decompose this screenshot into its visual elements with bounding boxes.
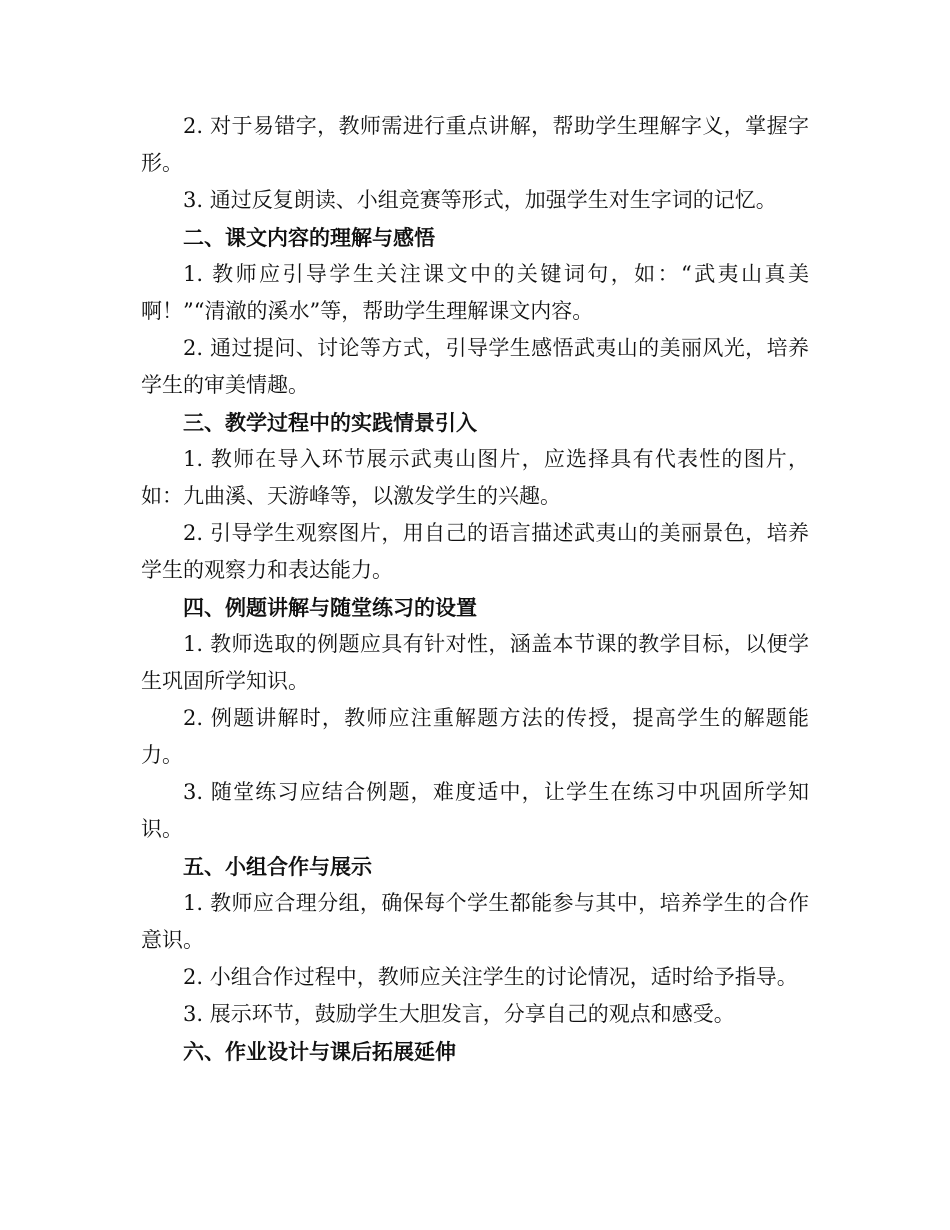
document-page: [141, 108, 809, 1070]
paragraph: 1. 教师应引导学生关注课文中的关键词句，如：“武夷山真美啊！”“清澈的溪水”等，帮助学生理解课文内容。: [141, 262, 809, 323]
section-heading: 五、小组合作与展示: [183, 854, 372, 879]
section-heading: 二、课文内容的理解与感悟: [183, 225, 435, 250]
paragraph: 3. 展示环节，鼓励学生大胆发言，分享自己的观点和感受。: [183, 1002, 735, 1026]
section-heading: 四、例题讲解与随堂练习的设置: [183, 595, 477, 620]
paragraph: 1. 教师应合理分组，确保每个学生都能参与其中，培养学生的合作意识。: [141, 891, 809, 952]
paragraph: 2. 引导学生观察图片，用自己的语言描述武夷山的美丽景色，培养学生的观察力和表达能力。: [141, 521, 809, 582]
paragraph: 2. 例题讲解时，教师应注重解题方法的传授，提高学生的解题能力。: [141, 706, 809, 767]
paragraph: 2. 通过提问、讨论等方式，引导学生感悟武夷山的美丽风光，培养学生的审美情趣。: [141, 336, 809, 397]
paragraph: 2. 小组合作过程中，教师应关注学生的讨论情况，适时给予指导。: [183, 965, 798, 989]
section-heading: 三、教学过程中的实践情景引入: [183, 410, 477, 435]
section-heading: 六、作业设计与课后拓展延伸: [183, 1039, 456, 1064]
paragraph: 1. 教师选取的例题应具有针对性，涵盖本节课的教学目标，以便学生巩固所学知识。: [141, 632, 809, 693]
paragraph: 2. 对于易错字，教师需进行重点讲解，帮助学生理解字义，掌握字形。: [141, 114, 809, 175]
paragraph: 1. 教师在导入环节展示武夷山图片，应选择具有代表性的图片，如：九曲溪、天游峰等，以激发学生的兴趣。: [141, 447, 809, 508]
paragraph: 3. 随堂练习应结合例题，难度适中，让学生在练习中巩固所学知识。: [141, 780, 809, 841]
paragraph: 3. 通过反复朗读、小组竞赛等形式，加强学生对生字词的记忆。: [183, 188, 777, 212]
